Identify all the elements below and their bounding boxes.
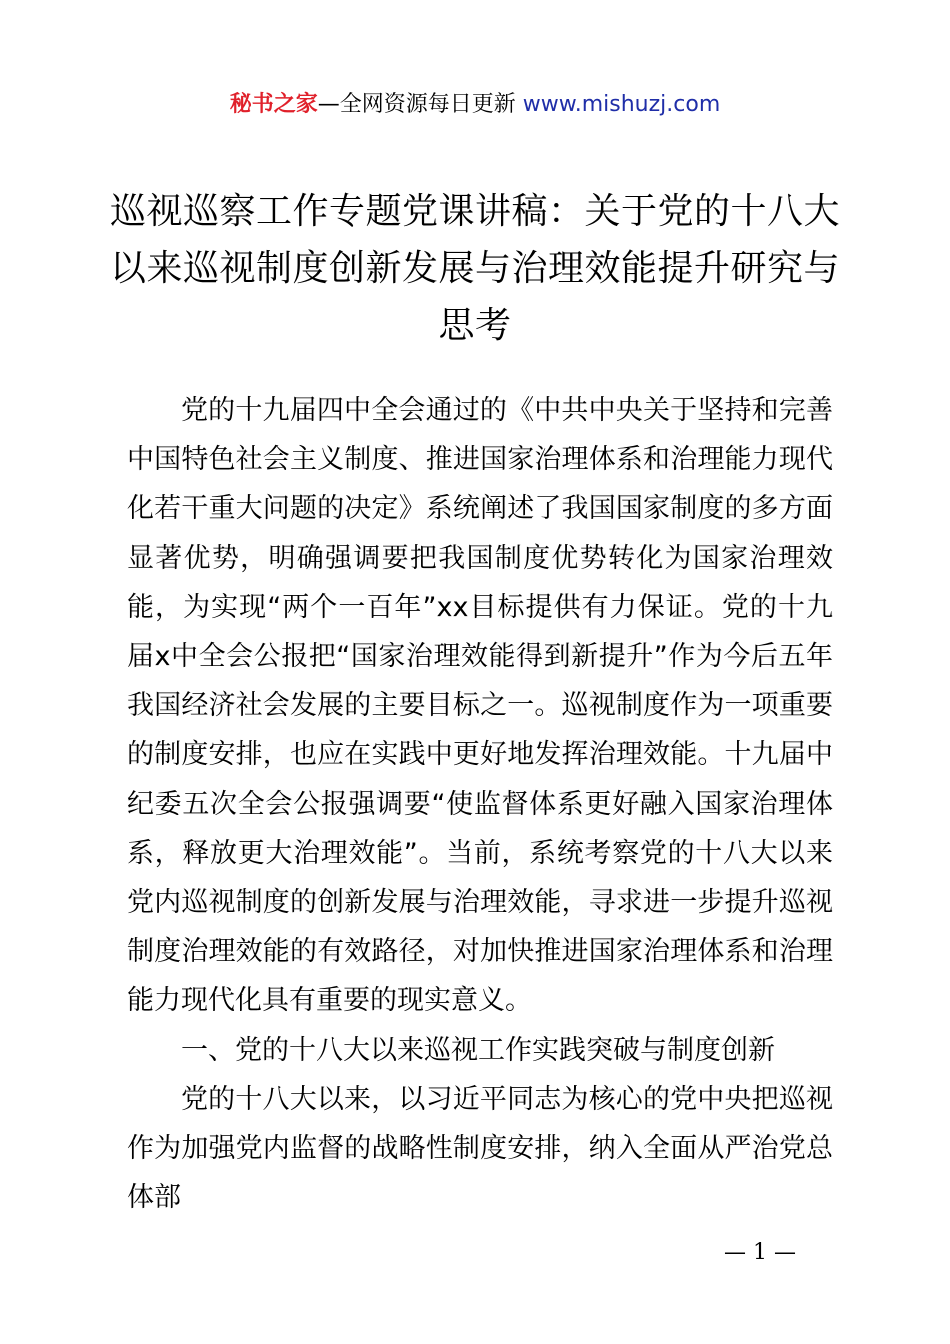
- site-header: [0, 88, 950, 122]
- intro-paragraph: 党的十九届四中全会通过的《中共中央关于坚持和完善中国特色社会主义制度、推进国家治理体系和治理能力现代化若干重大问题的决定》系统阐述了我国国家制度的多方面显著优势，明确强调要把我国制度优势转化为国家治理效能，为实现“两个一百年”xx目标提供有力保证。党的十九届x中全会公报把“国家治理效能得到新提升”作为今后五年我国经济社会发展的主要目标之一。巡视制度作为一项重要的制度安排，也应在实践中更好地发挥治理效能。十九届中纪委五次全会公报强调要“使监督体系更好融入国家治理体系，释放更大治理效能”。当前，系统考察党的十八大以来党内巡视制度的创新发展与治理效能，寻求进一步提升巡视制度治理效能的有效路径，对加快推进国家治理体系和治理能力现代化具有重要的现实意义。: [127, 395, 833, 1017]
- document-body: [127, 386, 833, 1222]
- header-tagline: —全网资源每日更新: [317, 92, 523, 117]
- page-number: — 1 —: [724, 1240, 796, 1265]
- section-heading: 一、党的十八大以来巡视工作实践突破与制度创新: [181, 1034, 775, 1066]
- body-paragraph: 党的十八大以来，以习近平同志为核心的党中央把巡视作为加强党内监督的战略性制度安排，纳入全面从严治党总体部: [127, 1083, 833, 1214]
- brand-name: 秘书之家: [229, 92, 318, 117]
- document-title: 巡视巡察工作专题党课讲稿：关于党的十八大以来巡视制度创新发展与治理效能提升研究与思考: [109, 191, 840, 346]
- site-url-link[interactable]: www.mishuzj.com: [522, 92, 721, 117]
